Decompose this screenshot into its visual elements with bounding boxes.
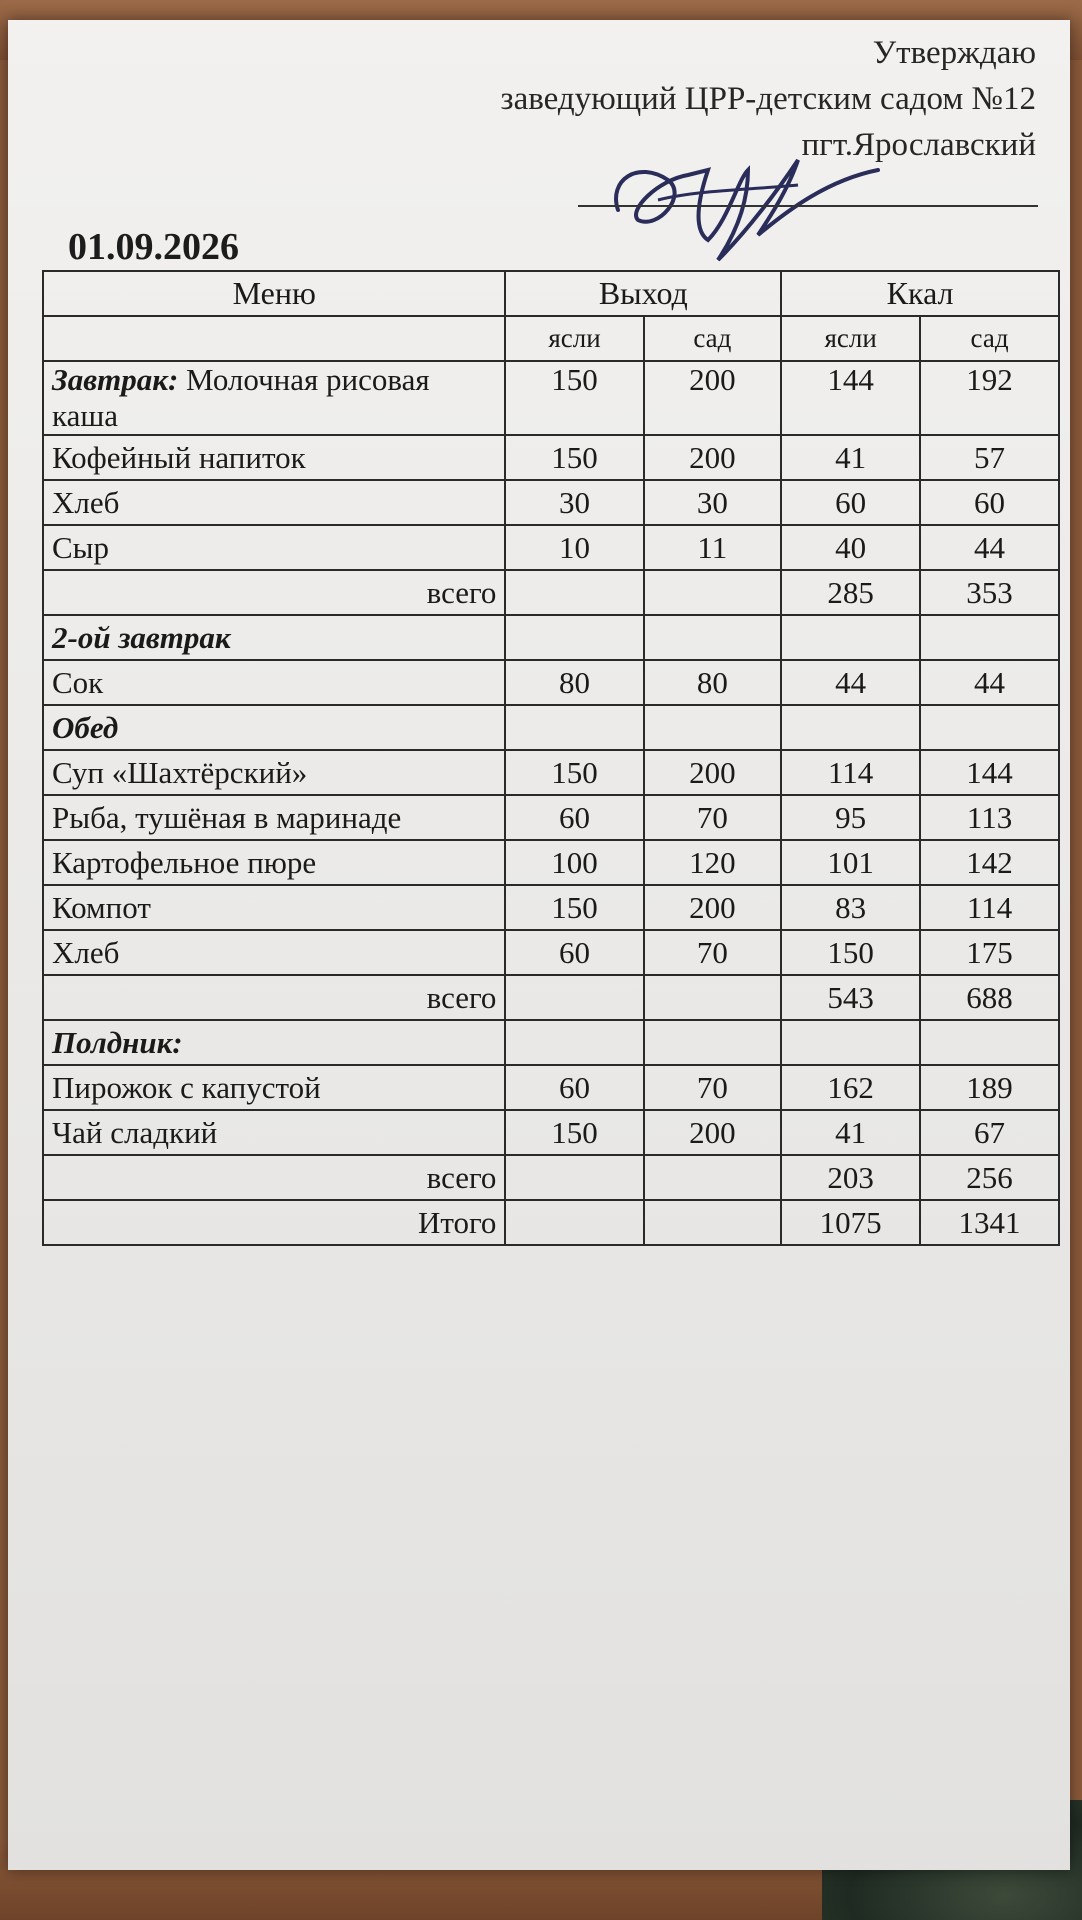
kcal-yasli: 95 [781, 795, 920, 840]
grand-total-kcal-yasli: 1075 [781, 1200, 920, 1245]
output-yasli: 150 [505, 750, 643, 795]
menu-item-name: Чай сладкий [43, 1110, 505, 1155]
menu-item-name: Кофейный напиток [43, 435, 505, 480]
signature-icon [598, 140, 898, 280]
subheader-output-yasli: ясли [505, 316, 643, 361]
empty-cell [644, 570, 782, 615]
kcal-yasli: 40 [781, 525, 920, 570]
kcal-sad: 175 [920, 930, 1059, 975]
kcal-yasli: 114 [781, 750, 920, 795]
table-row [43, 795, 1059, 840]
output-yasli: 30 [505, 480, 643, 525]
menu-item-name: Хлеб [43, 480, 505, 525]
total-kcal-yasli: 203 [781, 1155, 920, 1200]
output-sad: 11 [644, 525, 782, 570]
total-kcal-yasli: 285 [781, 570, 920, 615]
menu-item-name: Картофельное пюре [43, 840, 505, 885]
approval-location: пгт.Ярославский [801, 127, 1036, 163]
subheader-kcal-sad: сад [920, 316, 1059, 361]
output-sad: 80 [644, 660, 782, 705]
empty-cell [920, 705, 1059, 750]
menu-item-name: Сок [43, 660, 505, 705]
kcal-sad: 67 [920, 1110, 1059, 1155]
empty-cell [505, 615, 643, 660]
section-row [43, 615, 1059, 660]
table-header-row [43, 271, 1059, 316]
empty-cell [781, 615, 920, 660]
table-subheader-row [43, 316, 1059, 361]
empty-cell [644, 1200, 782, 1245]
empty-cell [644, 615, 782, 660]
output-yasli: 80 [505, 660, 643, 705]
output-yasli: 100 [505, 840, 643, 885]
total-kcal-sad: 353 [920, 570, 1059, 615]
empty-cell [505, 975, 643, 1020]
total-kcal-yasli: 543 [781, 975, 920, 1020]
table-row [43, 361, 1059, 435]
table-row [43, 885, 1059, 930]
output-yasli: 10 [505, 525, 643, 570]
empty-cell [505, 1155, 643, 1200]
output-sad: 200 [644, 750, 782, 795]
subheader-kcal-yasli: ясли [781, 316, 920, 361]
subheader-empty [43, 316, 505, 361]
table-row [43, 750, 1059, 795]
empty-cell [505, 705, 643, 750]
empty-cell [505, 1200, 643, 1245]
menu-item-name: Компот [43, 885, 505, 930]
menu-sheet [8, 20, 1070, 1870]
section-row [43, 705, 1059, 750]
kcal-sad: 144 [920, 750, 1059, 795]
empty-cell [644, 1020, 782, 1065]
table-total-row [43, 570, 1059, 615]
empty-cell [920, 615, 1059, 660]
output-sad: 200 [644, 1110, 782, 1155]
grand-total-kcal-sad: 1341 [920, 1200, 1059, 1245]
empty-cell [505, 1020, 643, 1065]
kcal-sad: 57 [920, 435, 1059, 480]
kcal-sad: 113 [920, 795, 1059, 840]
empty-cell [644, 1155, 782, 1200]
approval-title: Утверждаю [872, 35, 1036, 71]
table-row [43, 1065, 1059, 1110]
kcal-yasli: 144 [781, 361, 920, 435]
empty-cell [644, 705, 782, 750]
kcal-yasli: 41 [781, 435, 920, 480]
section-label-snack: Полдник: [43, 1020, 505, 1065]
kcal-sad: 60 [920, 480, 1059, 525]
menu-item-name: Пирожок с капустой [43, 1065, 505, 1110]
table-row [43, 930, 1059, 975]
total-kcal-sad: 688 [920, 975, 1059, 1020]
total-label: всего [43, 1155, 505, 1200]
section-label-lunch: Обед [43, 705, 505, 750]
kcal-yasli: 101 [781, 840, 920, 885]
kcal-sad: 142 [920, 840, 1059, 885]
total-label: всего [43, 975, 505, 1020]
kcal-yasli: 150 [781, 930, 920, 975]
empty-cell [644, 975, 782, 1020]
menu-item-name: Рыба, тушёная в маринаде [43, 795, 505, 840]
table-total-row [43, 1155, 1059, 1200]
total-label: всего [43, 570, 505, 615]
output-yasli: 150 [505, 435, 643, 480]
table-row [43, 480, 1059, 525]
grand-total-label: Итого [43, 1200, 505, 1245]
subheader-output-sad: сад [644, 316, 782, 361]
kcal-yasli: 162 [781, 1065, 920, 1110]
kcal-yasli: 44 [781, 660, 920, 705]
kcal-yasli: 41 [781, 1110, 920, 1155]
table-total-row [43, 975, 1059, 1020]
output-sad: 70 [644, 1065, 782, 1110]
section-row [43, 1020, 1059, 1065]
approval-position: заведующий ЦРР-детским садом №12 [500, 81, 1036, 117]
output-yasli: 150 [505, 361, 643, 435]
output-yasli: 60 [505, 795, 643, 840]
table-row [43, 1110, 1059, 1155]
menu-date: 01.09.2026 [68, 226, 239, 268]
output-sad: 200 [644, 885, 782, 930]
header-kcal: Ккал [781, 271, 1059, 316]
signature-line [578, 205, 1038, 207]
section-label-breakfast: Завтрак: [52, 362, 179, 397]
menu-item-name: Сыр [43, 525, 505, 570]
table-row [43, 840, 1059, 885]
kcal-sad: 114 [920, 885, 1059, 930]
output-yasli: 60 [505, 1065, 643, 1110]
output-yasli: 150 [505, 885, 643, 930]
menu-table [42, 270, 1060, 1246]
kcal-yasli: 60 [781, 480, 920, 525]
grand-total-row [43, 1200, 1059, 1245]
header-menu: Меню [43, 271, 505, 316]
kcal-sad: 44 [920, 660, 1059, 705]
output-sad: 200 [644, 435, 782, 480]
menu-item-name [43, 361, 505, 435]
kcal-yasli: 83 [781, 885, 920, 930]
empty-cell [920, 1020, 1059, 1065]
section-label-second-breakfast: 2-ой завтрак [43, 615, 505, 660]
kcal-sad: 44 [920, 525, 1059, 570]
table-row [43, 435, 1059, 480]
output-yasli: 150 [505, 1110, 643, 1155]
menu-item-name: Суп «Шахтёрский» [43, 750, 505, 795]
kcal-sad: 189 [920, 1065, 1059, 1110]
output-yasli: 60 [505, 930, 643, 975]
empty-cell [505, 570, 643, 615]
total-kcal-sad: 256 [920, 1155, 1059, 1200]
menu-item-name: Хлеб [43, 930, 505, 975]
output-sad: 70 [644, 930, 782, 975]
output-sad: 30 [644, 480, 782, 525]
output-sad: 200 [644, 361, 782, 435]
table-row [43, 660, 1059, 705]
table-row [43, 525, 1059, 570]
menu-item-label: Молочная рисовая каша [52, 362, 430, 433]
empty-cell [781, 1020, 920, 1065]
empty-cell [781, 705, 920, 750]
kcal-sad: 192 [920, 361, 1059, 435]
output-sad: 70 [644, 795, 782, 840]
output-sad: 120 [644, 840, 782, 885]
header-output: Выход [505, 271, 781, 316]
